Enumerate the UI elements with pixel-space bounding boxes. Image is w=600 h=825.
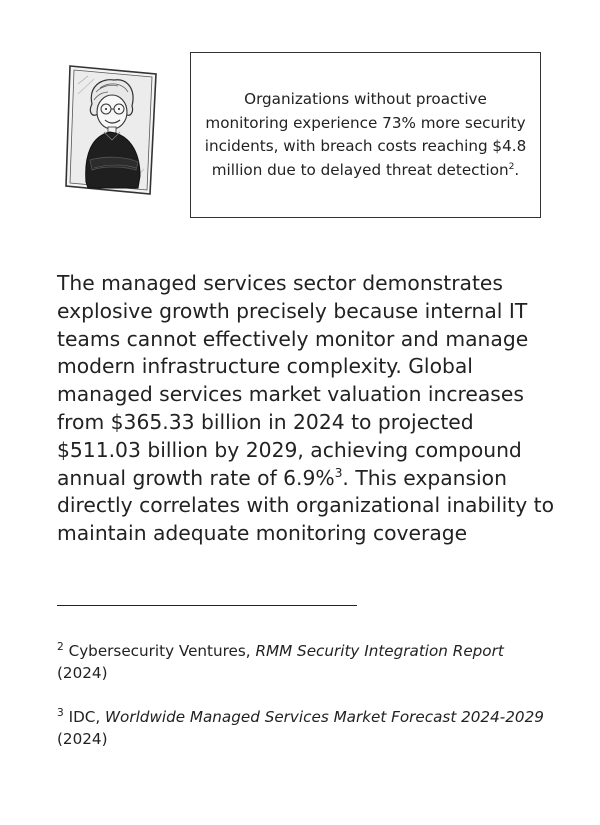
body-paragraph <box>57 270 557 548</box>
body-text-tail: . This expansion directly correlates with organizational inability to maintain adequate monitoring coverage <box>57 465 555 546</box>
footnote-title: Worldwide Managed Services Market Forecast 2024-2029 <box>105 708 544 726</box>
callout-footnote-ref[interactable]: 2 <box>508 161 515 172</box>
footnote-marker: 3 <box>57 705 64 719</box>
person-illustration <box>64 64 158 196</box>
footnote-title: RMM Security Integration Report <box>255 642 504 660</box>
footnote-year: (2024) <box>57 730 108 748</box>
callout-text <box>201 88 530 182</box>
footnote-source: IDC, <box>68 708 106 726</box>
body-footnote-ref[interactable]: 3 <box>334 465 343 480</box>
footnote-2 <box>57 640 557 684</box>
footnote-marker: 2 <box>57 639 64 653</box>
footnote-source: Cybersecurity Ventures, <box>68 642 256 660</box>
callout-box <box>190 52 541 218</box>
callout-statement: Organizations without proactive monitoring experience 73% more security incidents, with breach costs reaching $4.8 million due to delayed threat detection <box>204 90 527 179</box>
footnote-year: (2024) <box>57 664 108 682</box>
footnote-3 <box>57 706 557 750</box>
body-text-main: The managed services sector demonstrates explosive growth precisely because internal IT teams cannot effectively monitor and manage modern infrastructure complexity. Global managed services market valuation increases from $365.33 billion in 2024 to projected $511.03 billion by 2029, achieving compound annual growth rate of 6.9% <box>57 271 529 490</box>
callout-end-punct: . <box>514 160 520 179</box>
footnote-divider <box>57 605 357 606</box>
